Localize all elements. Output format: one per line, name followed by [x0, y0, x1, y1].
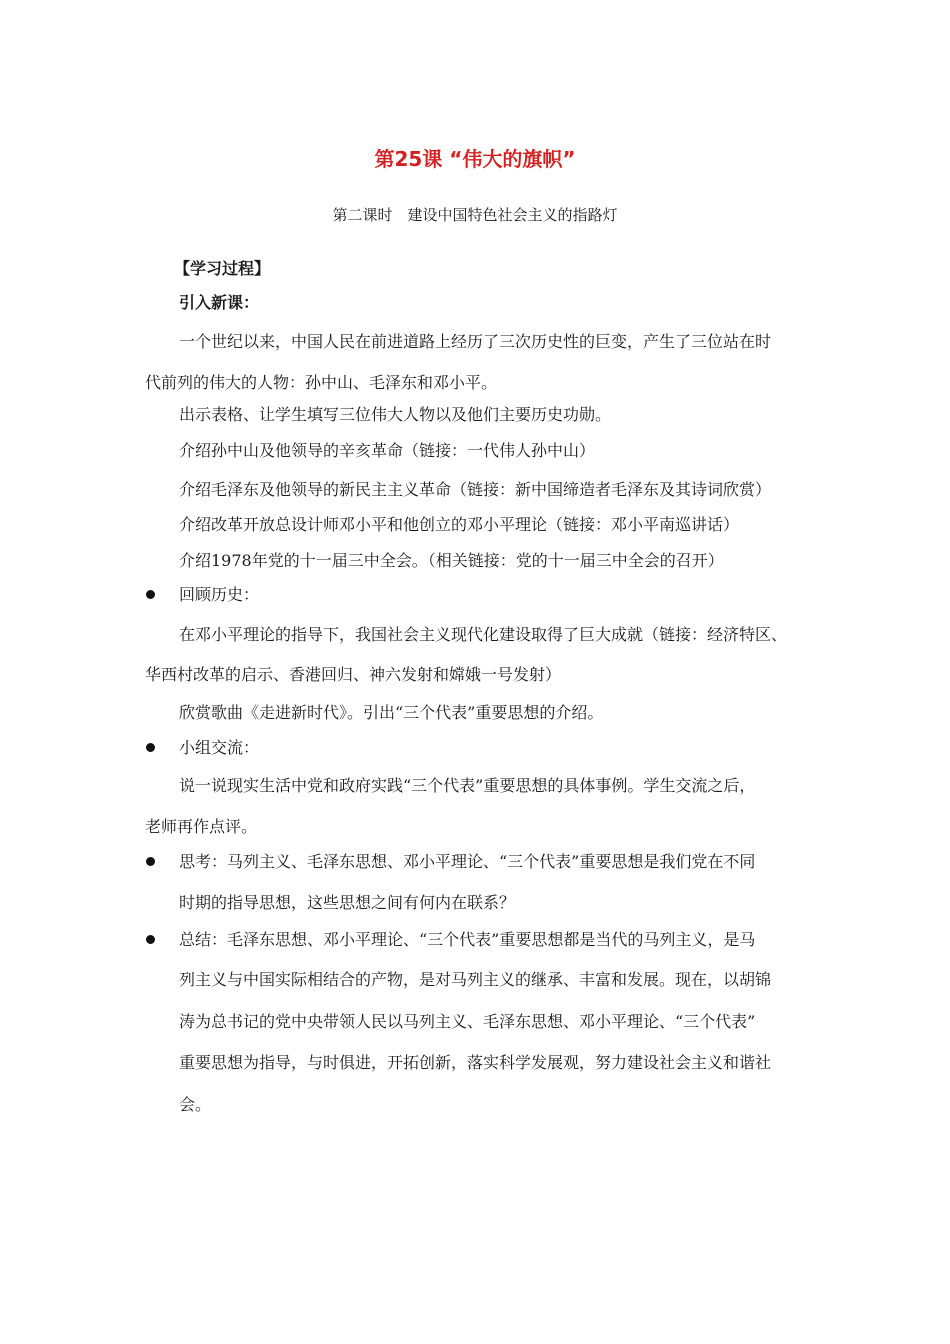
intro-item-3: 介绍毛泽东及他领导的新民主主义革命（链接：新中国缔造者毛泽东及其诗词欣赏） [179, 480, 772, 499]
group-paragraph-line-1: 说一说现实生活中党和政府实践“三个代表”重要思想的具体事例。学生交流之后， [179, 776, 756, 795]
summary-line-4: 重要思想为指导，与时俱进，开拓创新，落实科学发展观，努力建设社会主义和谐社 [179, 1053, 772, 1072]
document-subtitle: 第二课时 建设中国特色社会主义的指路灯 [332, 206, 618, 224]
intro-label: 引入新课： [179, 293, 260, 312]
summary-line-1: 总结：毛泽东思想、邓小平理论、“三个代表”重要思想都是当代的马列主义，是马 [179, 930, 756, 949]
intro-item-4: 介绍改革开放总设计师邓小平和他创立的邓小平理论（链接：邓小平南巡讲话） [179, 515, 740, 534]
intro-item-1: 出示表格、让学生填写三位伟大人物以及他们主要历史功勋。 [179, 405, 612, 424]
intro-paragraph-line-2: 代前列的伟大的人物：孙中山、毛泽东和邓小平。 [145, 373, 498, 392]
intro-item-5: 介绍1978年党的十一届三中全会。（相关链接：党的十一届三中全会的召开） [179, 551, 724, 570]
intro-paragraph-line-1: 一个世纪以来，中国人民在前进道路上经历了三次历史性的巨变，产生了三位站在时 [179, 332, 772, 351]
summary-line-5: 会。 [179, 1095, 212, 1114]
review-paragraph-line-2: 华西村改革的启示、香港回归、神六发射和嫦娥一号发射） [145, 665, 562, 684]
bullet-think [146, 857, 155, 866]
bullet-group [146, 743, 155, 752]
review-paragraph-line-1: 在邓小平理论的指导下，我国社会主义现代化建设取得了巨大成就（链接：经济特区、 [179, 625, 788, 644]
summary-line-2: 列主义与中国实际相结合的产物，是对马列主义的继承、丰富和发展。现在，以胡锦 [179, 970, 772, 989]
group-paragraph-line-2: 老师再作点评。 [145, 817, 258, 836]
group-label: 小组交流： [179, 738, 260, 757]
bullet-summary [146, 935, 155, 944]
review-paragraph-2: 欣赏歌曲《走进新时代》。引出“三个代表”重要思想的介绍。 [179, 703, 604, 722]
intro-item-2: 介绍孙中山及他领导的辛亥革命（链接：一代伟人孙中山） [179, 441, 596, 460]
review-label: 回顾历史： [179, 585, 260, 604]
section-heading: 【学习过程】 [174, 259, 271, 278]
summary-line-3: 涛为总书记的党中央带领人民以马列主义、毛泽东思想、邓小平理论、“三个代表” [179, 1012, 756, 1031]
bullet-review [146, 590, 155, 599]
think-line-2: 时期的指导思想，这些思想之间有何内在联系？ [179, 893, 516, 912]
document-title: 第25课 “伟大的旗帜” [374, 147, 576, 171]
think-line-1: 思考：马列主义、毛泽东思想、邓小平理论、“三个代表”重要思想是我们党在不同 [179, 852, 756, 871]
